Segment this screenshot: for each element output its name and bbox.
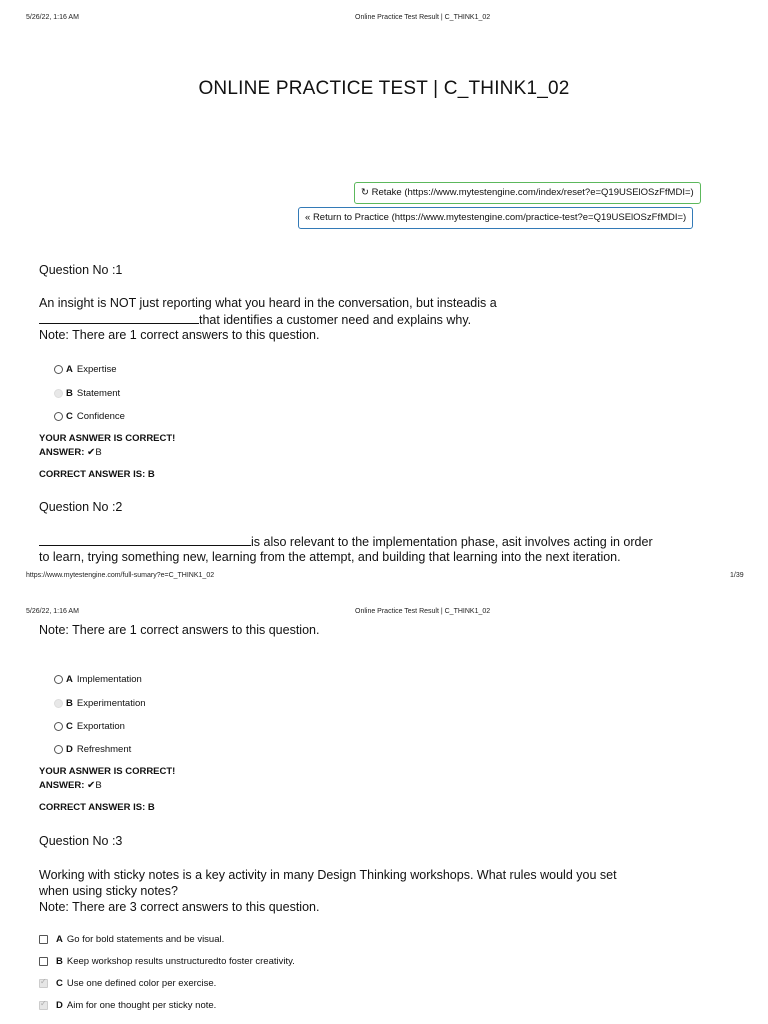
question-2-text-line2: to learn, trying something new, learning from the attempt, and building that learning into the next iteration. <box>39 550 621 564</box>
radio-icon <box>54 365 63 374</box>
q1-option-b[interactable]: B Statement <box>54 388 120 399</box>
q3-option-a[interactable]: A Go for bold statements and be visual. <box>39 934 224 945</box>
print-date: 5/26/22, 1:16 AM <box>26 14 79 21</box>
q2-result: YOUR ASNWER IS CORRECT! <box>39 766 176 777</box>
q1-option-a[interactable]: A Expertise <box>54 364 116 375</box>
q2-answer: ANSWER: ✔B <box>39 780 102 791</box>
retake-label: Retake (https://www.mytestengine.com/index/reset?e=Q19USElOSzFfMDI=) <box>371 187 694 198</box>
answer-blank <box>39 533 251 546</box>
double-chevron-left-icon: « <box>305 212 311 223</box>
page-title: ONLINE PRACTICE TEST | C_THINK1_02 <box>198 78 570 99</box>
q3-option-d[interactable]: ✓ D Aim for one thought per sticky note. <box>39 1000 216 1011</box>
print-date-page-2: 5/26/22, 1:16 AM <box>26 608 79 615</box>
q2-option-d[interactable]: D Refreshment <box>54 744 131 755</box>
retake-icon: ↻ <box>361 187 369 198</box>
page-number: 1/39 <box>730 572 744 579</box>
return-to-practice-button[interactable] <box>298 207 693 229</box>
q1-correct-answer: CORRECT ANSWER IS: B <box>39 469 155 480</box>
radio-icon <box>54 412 63 421</box>
checkmark-icon: ✔ <box>87 780 96 791</box>
question-1-number: Question No :1 <box>39 263 123 277</box>
q2-option-a[interactable]: A Implementation <box>54 674 142 685</box>
question-2-note: Note: There are 1 correct answers to this question. <box>39 623 320 637</box>
question-1-text-line1: An insight is NOT just reporting what you heard in the conversation, but insteadis a <box>39 296 497 310</box>
radio-selected-icon <box>54 389 63 398</box>
q3-option-c[interactable]: ✓ C Use one defined color per exercise. <box>39 978 216 989</box>
print-url: https://www.mytestengine.com/full-sumary?e=C_THINK1_02 <box>26 572 215 579</box>
answer-blank <box>39 311 199 324</box>
q1-option-c[interactable]: C Confidence <box>54 411 125 422</box>
question-2-text-line1: is also relevant to the implementation phase, asit involves acting in order <box>39 533 653 550</box>
checkmark-icon: ✔ <box>87 447 96 458</box>
question-3-note: Note: There are 3 correct answers to this question. <box>39 900 320 914</box>
checkbox-icon <box>39 935 48 944</box>
question-1-text-line2: that identifies a customer need and explains why. <box>39 311 471 328</box>
q2-option-b[interactable]: B Experimentation <box>54 698 146 709</box>
print-title-page-2: Online Practice Test Result | C_THINK1_02 <box>355 608 491 615</box>
q3-option-b[interactable]: B Keep workshop results unstructuredto foster creativity. <box>39 956 295 967</box>
checkbox-checked-icon <box>39 979 48 988</box>
radio-selected-icon <box>54 699 63 708</box>
question-3-number: Question No :3 <box>39 834 123 848</box>
q2-option-c[interactable]: C Exportation <box>54 721 125 732</box>
radio-icon <box>54 745 63 754</box>
radio-icon <box>54 722 63 731</box>
question-3-text-line1: Working with sticky notes is a key activity in many Design Thinking workshops. What rules would you set <box>39 868 617 882</box>
q1-answer: ANSWER: ✔B <box>39 447 102 458</box>
radio-icon <box>54 675 63 684</box>
retake-button[interactable] <box>354 182 701 204</box>
return-label: Return to Practice (https://www.mytestengine.com/practice-test?e=Q19USElOSzFfMDI=) <box>312 212 687 223</box>
question-1-note: Note: There are 1 correct answers to this question. <box>39 328 320 342</box>
checkbox-checked-icon <box>39 1001 48 1010</box>
print-title: Online Practice Test Result | C_THINK1_02 <box>355 14 491 21</box>
q1-result: YOUR ASNWER IS CORRECT! <box>39 433 176 444</box>
question-3-text-line2: when using sticky notes? <box>39 884 178 898</box>
question-2-number: Question No :2 <box>39 500 123 514</box>
checkbox-icon <box>39 957 48 966</box>
q2-correct-answer: CORRECT ANSWER IS: B <box>39 802 155 813</box>
